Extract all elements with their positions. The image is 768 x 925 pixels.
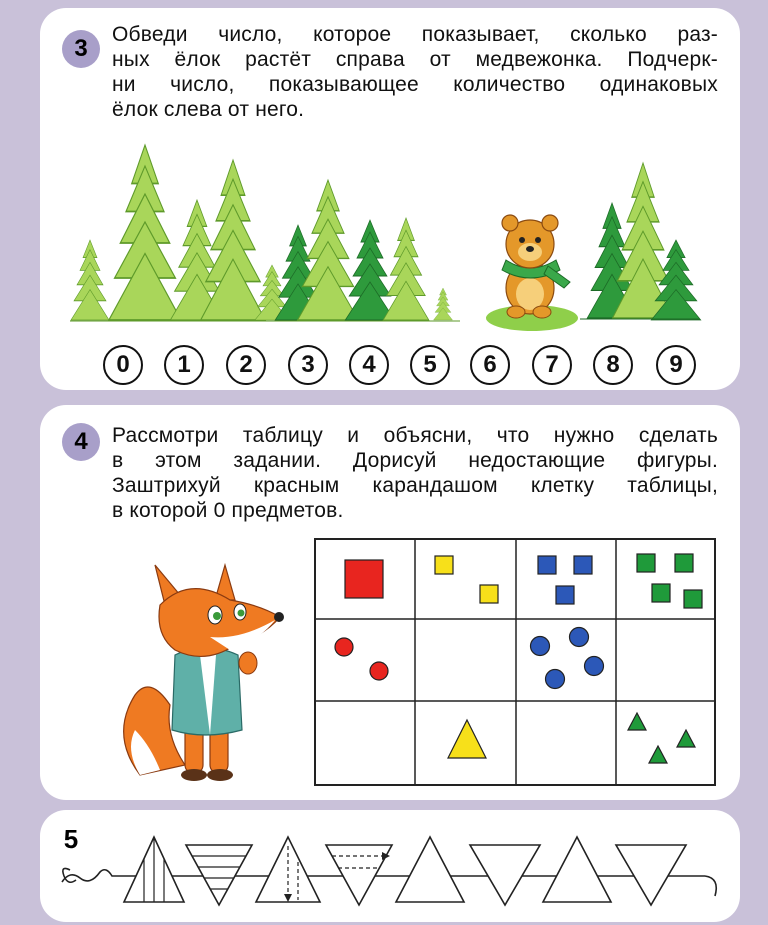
triangle-up-empty[interactable] xyxy=(543,837,611,902)
task-number-badge: 3 xyxy=(62,30,100,68)
task-line: Заштрихуй красным карандашом клетку таблицы, xyxy=(112,474,718,497)
fir-tree xyxy=(345,220,394,320)
task-3-card xyxy=(40,8,740,390)
fir-tree xyxy=(434,288,453,320)
triangle-up-dashed xyxy=(256,837,320,902)
blue-square xyxy=(556,586,574,604)
digit-4[interactable]: 4 xyxy=(349,345,389,385)
triangle-down-empty[interactable] xyxy=(616,845,686,905)
triangle-pattern xyxy=(40,810,740,922)
blue-circle xyxy=(585,657,604,676)
fir-tree xyxy=(201,160,266,320)
task-number-badge: 5 xyxy=(63,823,79,854)
task-number-badge: 4 xyxy=(62,423,100,461)
red-circle xyxy=(370,662,388,680)
triangle-up-striped xyxy=(124,837,184,902)
green-square xyxy=(637,554,655,572)
triangle-down-striped xyxy=(186,845,252,905)
task-line: в этом задании. Дорисуй недостающие фигуры. xyxy=(112,449,718,472)
triangle-down-empty[interactable] xyxy=(470,845,540,905)
fir-tree xyxy=(71,240,109,320)
blue-circle xyxy=(570,628,589,647)
green-square xyxy=(675,554,693,572)
green-square xyxy=(684,590,702,608)
blue-circle xyxy=(531,637,550,656)
triangle-down-dashed xyxy=(326,845,392,905)
digit-1[interactable]: 1 xyxy=(164,345,204,385)
fir-tree xyxy=(383,218,429,320)
triangle-up-empty[interactable] xyxy=(396,837,464,902)
digit-7[interactable]: 7 xyxy=(532,345,572,385)
red-square xyxy=(345,560,383,598)
yellow-square xyxy=(480,585,498,603)
digit-9[interactable]: 9 xyxy=(656,345,696,385)
task-4-card xyxy=(40,405,740,800)
digit-8[interactable]: 8 xyxy=(593,345,633,385)
digit-2[interactable]: 2 xyxy=(226,345,266,385)
digit-5[interactable]: 5 xyxy=(410,345,450,385)
shapes-table xyxy=(314,538,716,786)
task-line: ёлок слева от него. xyxy=(112,98,305,121)
task-5-card xyxy=(40,810,740,922)
fir-tree xyxy=(109,145,181,320)
blue-circle xyxy=(546,670,565,689)
blue-square xyxy=(538,556,556,574)
task-line: ных ёлок растёт справа от медвежонка. Подчерк- xyxy=(112,48,718,71)
blue-square xyxy=(574,556,592,574)
task-line: ни число, показывающее количество одинаковых xyxy=(112,73,718,96)
digit-0[interactable]: 0 xyxy=(103,345,143,385)
red-circle xyxy=(335,638,353,656)
task-4-instructions xyxy=(112,423,718,523)
task-line: Обведи число, которое показывает, сколько раз- xyxy=(112,23,718,46)
bear-cub-illustration xyxy=(480,208,580,333)
fox-cub-illustration xyxy=(110,545,310,785)
green-square xyxy=(652,584,670,602)
task-line: в которой 0 предметов. xyxy=(112,499,344,522)
task-line: Рассмотри таблицу и объясни, что нужно сделать xyxy=(112,424,718,447)
yellow-square xyxy=(435,556,453,574)
fir-trees-illustration xyxy=(40,8,740,390)
digit-3[interactable]: 3 xyxy=(288,345,328,385)
digit-6[interactable]: 6 xyxy=(470,345,510,385)
